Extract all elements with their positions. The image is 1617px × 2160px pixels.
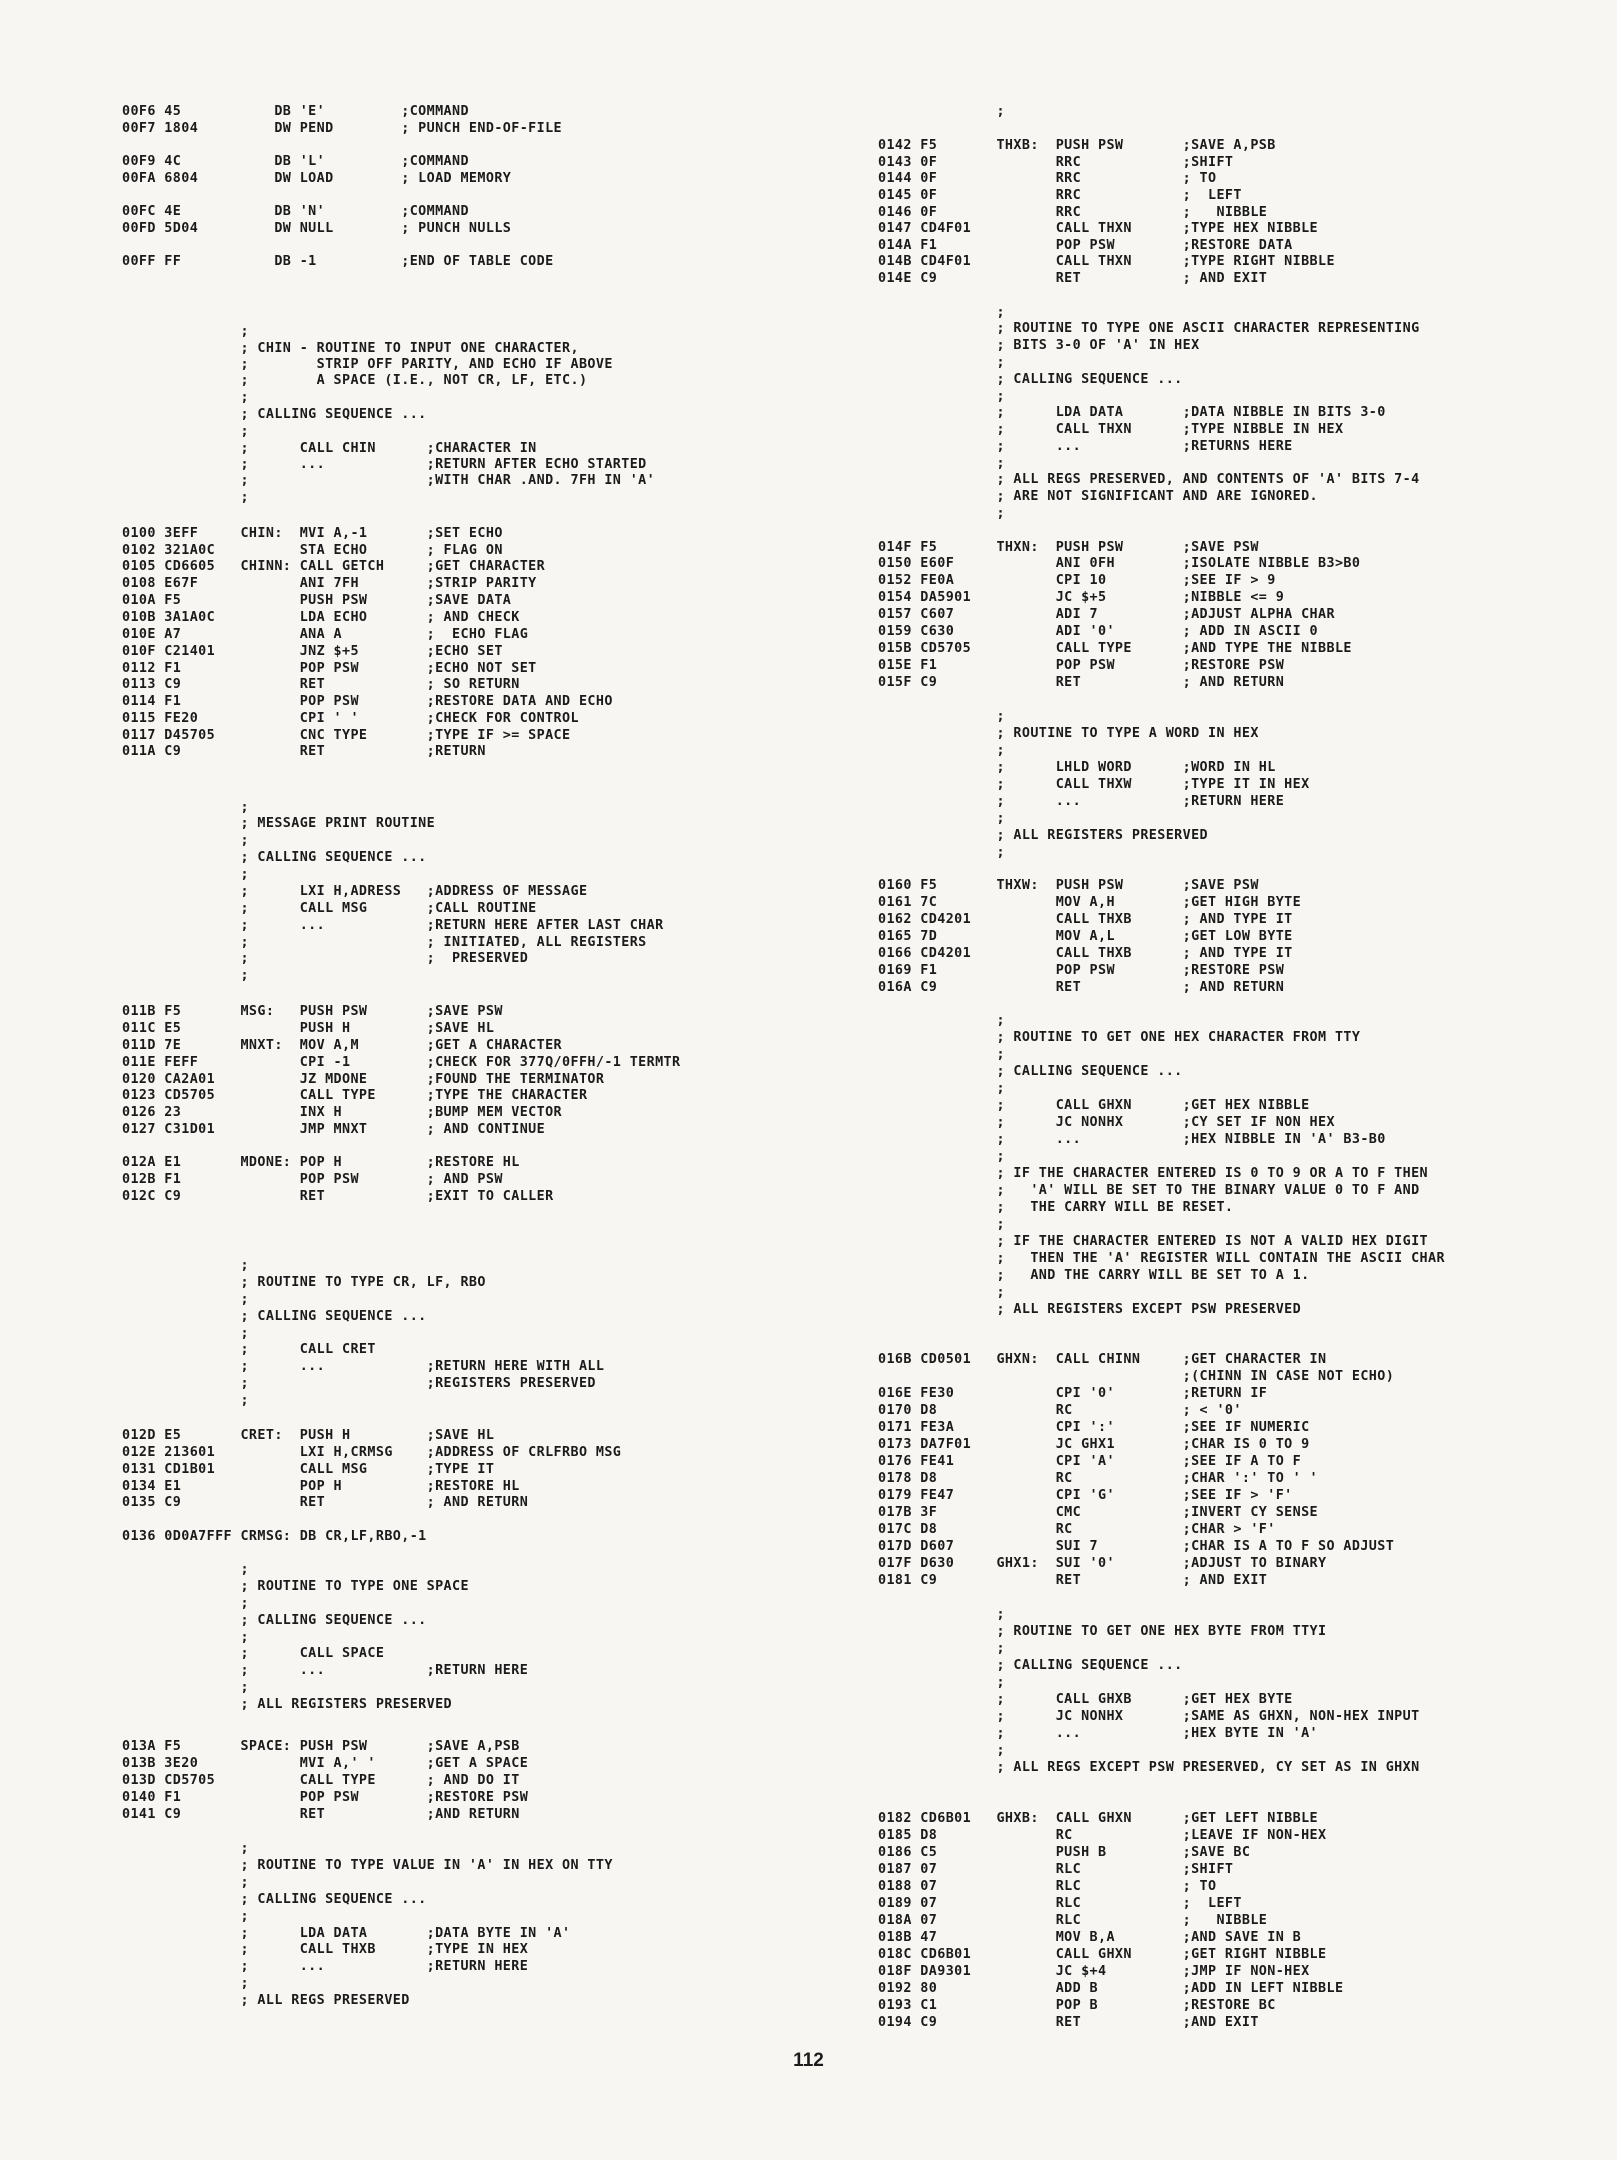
code-line: ; CALL CRET (122, 1342, 376, 1357)
code-line: ; CALLING SEQUENCE ... (122, 407, 427, 422)
code-line: 012B F1 POP PSW ; AND PSW (122, 1172, 503, 1187)
code-line: ; (122, 1976, 249, 1991)
code-line: 0189 07 RLC ; LEFT (878, 1896, 1242, 1911)
code-line: ; CALLING SEQUENCE ... (122, 850, 427, 865)
code-line: ; ROUTINE TO TYPE CR, LF, RBO (122, 1275, 486, 1290)
code-line: 013D CD5705 CALL TYPE ; AND DO IT (122, 1773, 520, 1788)
code-line: ; (878, 1675, 1005, 1690)
code-line: 0140 F1 POP PSW ;RESTORE PSW (122, 1790, 529, 1805)
code-line: 0112 F1 POP PSW ;ECHO NOT SET (122, 661, 537, 676)
code-line: ; (122, 1909, 249, 1924)
code-line: 017B 3F CMC ;INVERT CY SENSE (878, 1505, 1319, 1520)
code-line: 0127 C31D01 JMP MNXT ; AND CONTINUE (122, 1122, 546, 1137)
code-line: 014A F1 POP PSW ;RESTORE DATA (878, 238, 1293, 253)
code-line: ; ALL REGISTERS PRESERVED (878, 828, 1209, 843)
code-line: 0142 F5 THXB: PUSH PSW ;SAVE A,PSB (878, 138, 1276, 153)
code-line: 0102 321A0C STA ECHO ; FLAG ON (122, 543, 503, 558)
code-line: ; ... ;RETURN HERE AFTER LAST CHAR (122, 918, 664, 933)
code-line: 0160 F5 THXW: PUSH PSW ;SAVE PSW (878, 878, 1259, 893)
code-line: ; (122, 1596, 249, 1611)
code-line: 0179 FE47 CPI 'G' ;SEE IF > 'F' (878, 1488, 1293, 1503)
code-line: 0131 CD1B01 CALL MSG ;TYPE IT (122, 1462, 495, 1477)
code-line: 012D E5 CRET: PUSH H ;SAVE HL (122, 1428, 495, 1443)
code-line: ; (122, 800, 249, 815)
code-line: ; (122, 1292, 249, 1307)
code-line: 00FF FF DB -1 ;END OF TABLE CODE (122, 254, 554, 269)
code-line: ; (878, 1641, 1005, 1656)
code-line: ; ROUTINE TO GET ONE HEX CHARACTER FROM TTY (878, 1030, 1361, 1045)
code-line: 018C CD6B01 CALL GHXN ;GET RIGHT NIBBLE (878, 1947, 1327, 1962)
code-line: ; ... ;RETURN AFTER ECHO STARTED (122, 457, 647, 472)
code-line: ; CALL THXW ;TYPE IT IN HEX (878, 777, 1310, 792)
code-line: ; LDA DATA ;DATA BYTE IN 'A' (122, 1926, 571, 1941)
code-line: 013B 3E20 MVI A,' ' ;GET A SPACE (122, 1756, 529, 1771)
code-line: ; ... ;RETURN HERE (122, 1663, 529, 1678)
code-line: 011B F5 MSG: PUSH PSW ;SAVE PSW (122, 1004, 503, 1019)
code-line: 0193 C1 POP B ;RESTORE BC (878, 1998, 1276, 2013)
code-line: 0185 D8 RC ;LEAVE IF NON-HEX (878, 1828, 1327, 1843)
code-line: 010F C21401 JNZ $+5 ;ECHO SET (122, 644, 503, 659)
code-line: ; CALL SPACE (122, 1646, 385, 1661)
code-line: ; JC NONHX ;CY SET IF NON HEX (878, 1115, 1335, 1130)
code-line: 011C E5 PUSH H ;SAVE HL (122, 1021, 495, 1036)
code-line: 0141 C9 RET ;AND RETURN (122, 1807, 520, 1822)
code-line: 0150 E60F ANI 0FH ;ISOLATE NIBBLE B3>B0 (878, 556, 1361, 571)
code-line: ; (122, 867, 249, 882)
code-line: 0146 0F RRC ; NIBBLE (878, 205, 1268, 220)
code-line: ; (122, 1258, 249, 1273)
code-line: 011E FEFF CPI -1 ;CHECK FOR 377Q/0FFH/-1 TERMTR (122, 1055, 681, 1070)
code-line: 0114 F1 POP PSW ;RESTORE DATA AND ECHO (122, 694, 613, 709)
code-line: ; (878, 1047, 1005, 1062)
code-line: 0100 3EFF CHIN: MVI A,-1 ;SET ECHO (122, 526, 503, 541)
code-line: 012C C9 RET ;EXIT TO CALLER (122, 1189, 554, 1204)
code-line: ; CHIN - ROUTINE TO INPUT ONE CHARACTER, (122, 341, 579, 356)
code-line: ; CALLING SEQUENCE ... (122, 1613, 427, 1628)
code-line: 018F DA9301 JC $+4 ;JMP IF NON-HEX (878, 1964, 1310, 1979)
code-line: ; (878, 1149, 1005, 1164)
code-line: ; ROUTINE TO TYPE ONE ASCII CHARACTER REPRESENTING (878, 321, 1420, 336)
code-line: ; MESSAGE PRINT ROUTINE (122, 816, 436, 831)
code-line: ; ROUTINE TO TYPE A WORD IN HEX (878, 726, 1259, 741)
code-line: ; LDA DATA ;DATA NIBBLE IN BITS 3-0 (878, 405, 1386, 420)
code-line: 018B 47 MOV B,A ;AND SAVE IN B (878, 1930, 1302, 1945)
code-line: ; (878, 1607, 1005, 1622)
code-line: 011D 7E MNXT: MOV A,M ;GET A CHARACTER (122, 1038, 563, 1053)
code-line: ; ALL REGS PRESERVED (122, 1993, 410, 2008)
code-line: ; ... ;RETURNS HERE (878, 439, 1293, 454)
code-line: ; STRIP OFF PARITY, AND ECHO IF ABOVE (122, 357, 613, 372)
code-line: 014F F5 THXN: PUSH PSW ;SAVE PSW (878, 540, 1259, 555)
code-line: ; AND THE CARRY WILL BE SET TO A 1. (878, 1268, 1310, 1283)
code-line: 010B 3A1A0C LDA ECHO ; AND CHECK (122, 610, 520, 625)
code-line: ;(CHINN IN CASE NOT ECHO) (878, 1369, 1395, 1384)
code-line: 017F D630 GHX1: SUI '0' ;ADJUST TO BINARY (878, 1556, 1327, 1571)
code-line: 0135 C9 RET ; AND RETURN (122, 1495, 529, 1510)
code-line: ; A SPACE (I.E., NOT CR, LF, ETC.) (122, 373, 588, 388)
code-line: ; (878, 104, 1005, 119)
code-line: 0159 C630 ADI '0' ; ADD IN ASCII 0 (878, 624, 1319, 639)
code-line: 016B CD0501 GHXN: CALL CHINN ;GET CHARACTER IN (878, 1352, 1327, 1367)
code-line: 0147 CD4F01 CALL THXN ;TYPE HEX NIBBLE (878, 221, 1319, 236)
code-line: 0171 FE3A CPI ':' ;SEE IF NUMERIC (878, 1420, 1310, 1435)
code-line: 018A 07 RLC ; NIBBLE (878, 1913, 1268, 1928)
code-line: ; (878, 506, 1005, 521)
page-number: 112 (793, 2050, 824, 2071)
code-line: ; (878, 305, 1005, 320)
code-line: ; BITS 3-0 OF 'A' IN HEX (878, 338, 1200, 353)
code-line: ; CALLING SEQUENCE ... (122, 1892, 427, 1907)
code-line: 0178 D8 RC ;CHAR ':' TO ' ' (878, 1471, 1319, 1486)
code-line: ; (878, 1013, 1005, 1028)
code-line: ; ALL REGS EXCEPT PSW PRESERVED, CY SET AS IN GHXN (878, 1760, 1420, 1775)
code-line: 0154 DA5901 JC $+5 ;NIBBLE <= 9 (878, 590, 1285, 605)
code-line: 0157 C607 ADI 7 ;ADJUST ALPHA CHAR (878, 607, 1335, 622)
code-line: ; (122, 833, 249, 848)
code-line: ; IF THE CHARACTER ENTERED IS 0 TO 9 OR A TO F THEN (878, 1166, 1429, 1181)
code-line: ; CALL CHIN ;CHARACTER IN (122, 441, 537, 456)
code-line: 016A C9 RET ; AND RETURN (878, 980, 1285, 995)
code-line: 0143 0F RRC ;SHIFT (878, 155, 1234, 170)
code-line: ; (878, 456, 1005, 471)
code-line: ; ARE NOT SIGNIFICANT AND ARE IGNORED. (878, 489, 1319, 504)
code-line: ; (122, 1680, 249, 1695)
code-line: ; CALLING SEQUENCE ... (878, 1658, 1183, 1673)
code-line: 00FD 5D04 DW NULL ; PUNCH NULLS (122, 221, 512, 236)
code-line: ; (122, 1630, 249, 1645)
code-line: ; (122, 1841, 249, 1856)
code-line: ; ... ;HEX NIBBLE IN 'A' B3-B0 (878, 1132, 1386, 1147)
code-line: ; ; PRESERVED (122, 951, 529, 966)
code-line: ; CALLING SEQUENCE ... (122, 1309, 427, 1324)
code-line: 0115 FE20 CPI ' ' ;CHECK FOR CONTROL (122, 711, 579, 726)
code-line: ; ; INITIATED, ALL REGISTERS (122, 935, 647, 950)
code-line: ; CALL GHXN ;GET HEX NIBBLE (878, 1098, 1310, 1113)
code-line: ; LHLD WORD ;WORD IN HL (878, 760, 1276, 775)
code-line: ; ROUTINE TO TYPE ONE SPACE (122, 1579, 469, 1594)
code-line: ; LXI H,ADRESS ;ADDRESS OF MESSAGE (122, 884, 588, 899)
code-line: 010A F5 PUSH PSW ;SAVE DATA (122, 593, 512, 608)
code-line: ; CALLING SEQUENCE ... (878, 1064, 1183, 1079)
code-line: 0165 7D MOV A,L ;GET LOW BYTE (878, 929, 1293, 944)
code-line: ; ... ;RETURN HERE (122, 1959, 529, 1974)
code-line: 0188 07 RLC ; TO (878, 1879, 1217, 1894)
code-line: ; (122, 324, 249, 339)
code-line: 0152 FE0A CPI 10 ;SEE IF > 9 (878, 573, 1276, 588)
code-line: ; CALL MSG ;CALL ROUTINE (122, 901, 537, 916)
code-line: ; (122, 390, 249, 405)
code-line: ; ;WITH CHAR .AND. 7FH IN 'A' (122, 473, 656, 488)
code-line: 0145 0F RRC ; LEFT (878, 188, 1242, 203)
code-line: ; JC NONHX ;SAME AS GHXN, NON-HEX INPUT (878, 1709, 1420, 1724)
code-line: 010E A7 ANA A ; ECHO FLAG (122, 627, 529, 642)
code-line: 0161 7C MOV A,H ;GET HIGH BYTE (878, 895, 1302, 910)
code-line: ; (878, 743, 1005, 758)
code-line: ; (122, 1875, 249, 1890)
code-line: ; ALL REGISTERS EXCEPT PSW PRESERVED (878, 1302, 1302, 1317)
code-line: ; ... ;RETURN HERE (878, 794, 1285, 809)
code-line: 017C D8 RC ;CHAR > 'F' (878, 1522, 1276, 1537)
code-line: ; CALL GHXB ;GET HEX BYTE (878, 1692, 1293, 1707)
code-line: ; (878, 1743, 1005, 1758)
code-line: 013A F5 SPACE: PUSH PSW ;SAVE A,PSB (122, 1739, 520, 1754)
code-line: 012E 213601 LXI H,CRMSG ;ADDRESS OF CRLFRBO MSG (122, 1445, 622, 1460)
code-line: 0181 C9 RET ; AND EXIT (878, 1573, 1268, 1588)
code-line: 00F9 4C DB 'L' ;COMMAND (122, 154, 469, 169)
code-line: ; (122, 1326, 249, 1341)
code-line: ; 'A' WILL BE SET TO THE BINARY VALUE 0 TO F AND (878, 1183, 1420, 1198)
code-line: 0186 C5 PUSH B ;SAVE BC (878, 1845, 1251, 1860)
code-line: 0117 D45705 CNC TYPE ;TYPE IF >= SPACE (122, 728, 571, 743)
code-line: ; ... ;HEX BYTE IN 'A' (878, 1726, 1319, 1741)
code-line: 015E F1 POP PSW ;RESTORE PSW (878, 658, 1285, 673)
code-line: ; CALL THXB ;TYPE IN HEX (122, 1942, 529, 1957)
code-line: ; (878, 709, 1005, 724)
code-line: ; ROUTINE TO GET ONE HEX BYTE FROM TTYI (878, 1624, 1327, 1639)
code-line: 0162 CD4201 CALL THXB ; AND TYPE IT (878, 912, 1293, 927)
code-line: ; (878, 355, 1005, 370)
code-line: 0126 23 INX H ;BUMP MEM VECTOR (122, 1105, 563, 1120)
code-line: ; ALL REGS PRESERVED, AND CONTENTS OF 'A' BITS 7-4 (878, 472, 1420, 487)
code-line: 011A C9 RET ;RETURN (122, 744, 486, 759)
code-line: 0192 80 ADD B ;ADD IN LEFT NIBBLE (878, 1981, 1344, 1996)
code-line: 0169 F1 POP PSW ;RESTORE PSW (878, 963, 1285, 978)
code-line: 0173 DA7F01 JC GHX1 ;CHAR IS 0 TO 9 (878, 1437, 1310, 1452)
code-line: ; (122, 1393, 249, 1408)
code-line: 0120 CA2A01 JZ MDONE ;FOUND THE TERMINATOR (122, 1072, 605, 1087)
code-line: 0182 CD6B01 GHXB: CALL GHXN ;GET LEFT NIBBLE (878, 1811, 1319, 1826)
code-line: 0113 C9 RET ; SO RETURN (122, 677, 520, 692)
code-line: ; (878, 389, 1005, 404)
code-line: ; THE CARRY WILL BE RESET. (878, 1200, 1234, 1215)
code-line: 017D D607 SUI 7 ;CHAR IS A TO F SO ADJUST (878, 1539, 1395, 1554)
code-line: 00F7 1804 DW PEND ; PUNCH END-OF-FILE (122, 121, 563, 136)
code-line: 0187 07 RLC ;SHIFT (878, 1862, 1234, 1877)
code-line: ; THEN THE 'A' REGISTER WILL CONTAIN THE ASCII CHAR (878, 1251, 1445, 1266)
code-line: 016E FE30 CPI '0' ;RETURN IF (878, 1386, 1268, 1401)
code-line: ; (122, 424, 249, 439)
code-line: 015B CD5705 CALL TYPE ;AND TYPE THE NIBBLE (878, 641, 1352, 656)
code-line: ; ... ;RETURN HERE WITH ALL (122, 1359, 605, 1374)
code-line: 00FC 4E DB 'N' ;COMMAND (122, 204, 469, 219)
code-line: ; (122, 1562, 249, 1577)
code-line: 0123 CD5705 CALL TYPE ;TYPE THE CHARACTER (122, 1088, 588, 1103)
code-line: 014B CD4F01 CALL THXN ;TYPE RIGHT NIBBLE (878, 254, 1335, 269)
code-line: ; CALL THXN ;TYPE NIBBLE IN HEX (878, 422, 1344, 437)
code-line: ; (878, 1081, 1005, 1096)
code-line: 0105 CD6605 CHINN: CALL GETCH ;GET CHARACTER (122, 559, 546, 574)
code-line: 00FA 6804 DW LOAD ; LOAD MEMORY (122, 171, 512, 186)
code-line: 0166 CD4201 CALL THXB ; AND TYPE IT (878, 946, 1293, 961)
code-line: ; IF THE CHARACTER ENTERED IS NOT A VALID HEX DIGIT (878, 1234, 1429, 1249)
code-line: 0176 FE41 CPI 'A' ;SEE IF A TO F (878, 1454, 1302, 1469)
code-line: ; CALLING SEQUENCE ... (878, 372, 1183, 387)
code-line: 0108 E67F ANI 7FH ;STRIP PARITY (122, 576, 537, 591)
code-line: ; (122, 968, 249, 983)
code-line: ; ALL REGISTERS PRESERVED (122, 1697, 453, 1712)
code-line: 012A E1 MDONE: POP H ;RESTORE HL (122, 1155, 520, 1170)
code-line: ; (878, 1217, 1005, 1232)
code-line: ; (878, 1285, 1005, 1300)
code-line: 014E C9 RET ; AND EXIT (878, 271, 1268, 286)
code-line: 0136 0D0A7FFF CRMSG: DB CR,LF,RBO,-1 (122, 1529, 427, 1544)
code-line: ; (878, 811, 1005, 826)
code-line: 0134 E1 POP H ;RESTORE HL (122, 1479, 520, 1494)
code-line: 0170 D8 RC ; < '0' (878, 1403, 1242, 1418)
code-line: 0194 C9 RET ;AND EXIT (878, 2015, 1259, 2030)
code-line: 00F6 45 DB 'E' ;COMMAND (122, 104, 469, 119)
code-line: ; (122, 490, 249, 505)
code-line: 015F C9 RET ; AND RETURN (878, 675, 1285, 690)
code-line: ; ROUTINE TO TYPE VALUE IN 'A' IN HEX ON TTY (122, 1858, 613, 1873)
code-line: ; (878, 845, 1005, 860)
code-line: 0144 0F RRC ; TO (878, 171, 1217, 186)
code-line: ; ;REGISTERS PRESERVED (122, 1376, 596, 1391)
